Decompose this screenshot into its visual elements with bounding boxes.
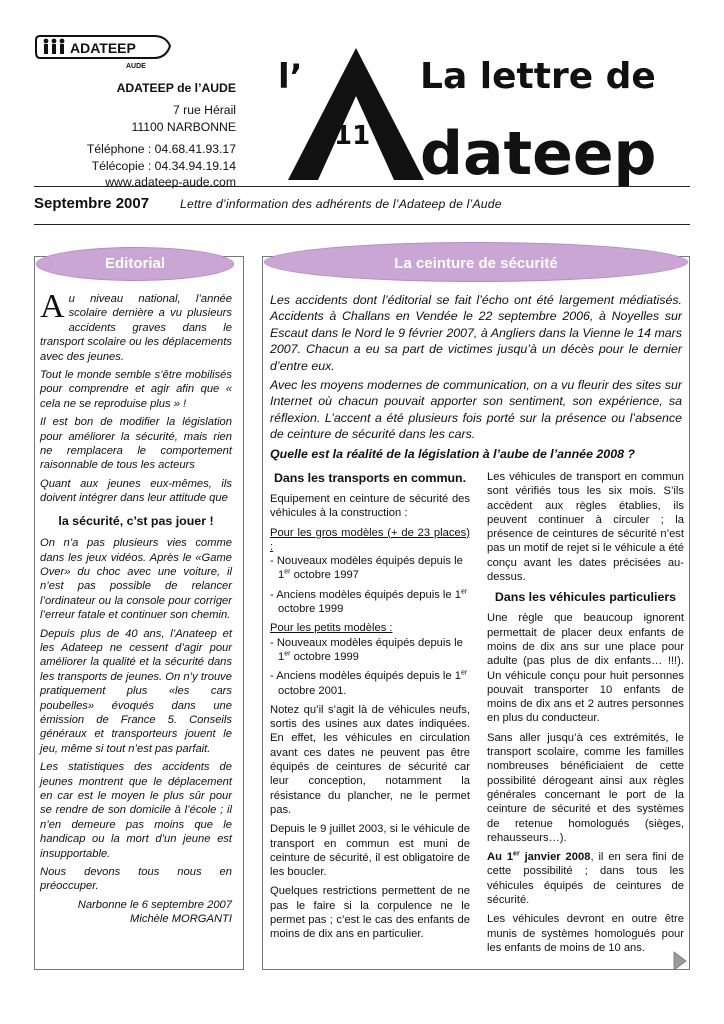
adateep-logo — [34, 30, 174, 72]
right-heading: Dans les véhicules particuliers — [494, 590, 677, 605]
article-column-right — [487, 470, 684, 960]
editorial-text — [40, 288, 232, 927]
phone: Téléphone : 04.68.41.93.17 — [86, 142, 236, 157]
editorial-p4: Quant aux jeunes eux-mêmes, ils doivent intégrer dans leur attitude que — [40, 477, 232, 505]
triangle-right-icon[interactable] — [672, 950, 688, 972]
right-p5: Les véhicules devront en outre être munis de systèmes homologués pour les enfants de moins de 10 ans. — [487, 913, 684, 954]
masthead-top: La lettre de — [420, 56, 656, 97]
list-item: - Anciens modèles équipés depuis le 1er octobre 2001. — [270, 669, 468, 697]
editorial-p7: Les statistiques des accidents de jeunes montrent que le déplacement en car est le moyen le plus sûr pour se rendre de son domicile à l’école ; il n’en demeure pas moins que le handicap ou la mort d’un jeune est insupportable. — [40, 761, 232, 860]
right-p1: Les véhicules de transport en commun sont vérifiés tous les six mois. S’ils accèdent aux règles établies, ils peuvent continuer à circuler ; la présence de ceintures de sécurité n’est pas un motif de rejet si le véhicule a été conçu avant les dates précisées au-dessus. — [487, 471, 684, 584]
masthead — [268, 40, 678, 186]
editorial-p1: u niveau national, l’année scolaire dernière a vu plusieurs accidents graves dans le transport scolaire ou les déplacements avec des jeunes. — [40, 293, 232, 363]
editorial-dropcap: A — [40, 288, 65, 325]
right-p4: Au 1er janvier 2008, il en sera fini de cette possibilité ; dans tous les véhicules équipés de ceintures de sécurité. — [487, 850, 684, 907]
list-item: - Anciens modèles équipés depuis le 1er octobre 1999 — [270, 588, 468, 616]
address-block — [40, 80, 236, 190]
org-name: ADATEEP de l’AUDE — [116, 81, 236, 95]
fax: Télécopie : 04.34.94.19.14 — [91, 158, 236, 173]
small-models-label: Pour les petits modèles : — [270, 622, 393, 635]
editorial-p5: On n’a pas plusieurs vies comme dans les jeux vidéos. Après le «Game Over» du choc avec une voiture, il n’est pas possible de relancer l’ordinateur ou la console pour corriger l’erreur fatale et continuer son chemin. — [40, 537, 232, 622]
street: 7 rue Hérail — [173, 103, 236, 118]
big-models-label: Pour les gros modèles (+ de 23 places) : — [270, 526, 470, 553]
city: 11100 NARBONNE — [131, 119, 236, 134]
editorial-title: Editorial — [36, 247, 234, 281]
editorial-sign-place: Narbonne le 6 septembre 2007 — [77, 898, 232, 911]
intro-p2: Avec les moyens modernes de communication, on a vu fleurir des sites sur Internet où chacun pouvait apporter son sentiment, son expérience, sa réflexion. L’accent a été plusieurs fois porté sur la présence ou l’absence de ceinture de sécurité dans les cars. — [270, 378, 682, 442]
editorial-p8: Nous devons tous nous en préoccuper. — [40, 866, 232, 893]
article-column-left — [270, 470, 470, 947]
issue-date: Septembre 2007 — [34, 195, 150, 212]
header-rule — [34, 186, 690, 187]
list-item: - Nouveaux modèles équipés depuis le 1er octobre 1999 — [270, 636, 463, 663]
left-p4: Quelques restrictions permettent de ne pas le faire si la corpulence ne le permet pas ; c’est le cas des enfants de moins de dix ans en particulier. — [270, 885, 470, 941]
editorial-p3: Il est bon de modifier la législation pour améliorer la sécurité, mais rien ne remplacera le comportement raisonnable de tous les acteurs — [40, 416, 232, 472]
right-p2: Une règle que beaucoup ignorent permettait de placer deux enfants de moins de dix ans sur une place pour adulte (pas plus de dix enfants… !!!). Un véhicule conçu pour huit personnes pouvait transporter 10 enfants de moins de dix ans et 2 autres personnes en plus du conducteur. — [487, 612, 684, 725]
big-a-icon — [288, 48, 424, 180]
issue-number: 11 — [334, 121, 371, 151]
article-title: La ceinture de sécurité — [264, 242, 688, 282]
editorial-p2: Tout le monde semble s’être mobilisés pour comprendre et agir afin que « cela ne se reproduise plus » ! — [40, 369, 232, 410]
tagline-rule — [34, 224, 690, 225]
logo-subtext: AUDE — [126, 63, 146, 70]
masthead-bottom: dateep — [420, 119, 657, 186]
editorial-sign-name: Michèle MORGANTI — [130, 913, 232, 926]
left-p1: Equipement en ceinture de sécurité des véhicules à la construction : — [270, 493, 470, 520]
left-p2: Notez qu’il s’agit là de véhicules neufs, sortis des usines aux dates indiquées. En effet, les véhicules en circulation avant ces dates ne peuvent pas être équipés de ceintures de sécurité car leur conception, notamment la résistance du plancher, ne le permet pas. — [270, 703, 470, 816]
website-link[interactable]: www.adateep-aude.com — [105, 175, 236, 190]
masthead-article: l’ — [278, 57, 303, 97]
issue-tagline: Lettre d’information des adhérents de l’Adateep de l’Aude — [180, 197, 502, 211]
left-p3: Depuis le 9 juillet 2003, si le véhicule de transport en commun est muni de ceinture de sécurité, il est obligatoire de les boucler. — [270, 823, 470, 879]
list-item: - Nouveaux modèles équipés depuis le 1er octobre 1997 — [270, 555, 463, 582]
editorial-p6: Depuis plus de 40 ans, l’Anateep et les Adateep ne cessent d’agir pour améliorer la qualité et la sécurité dans les transports de jeunes. On n’y trouve pratiquement plus «les cars poubelles» évoqués dans une émission de France 5. Conseils généraux et transporteurs jouent le jeu, même si tout n’est pas parfait. — [40, 627, 232, 755]
intro-question: Quelle est la réalité de la législation à l’aube de l’année 2008 ? — [270, 446, 635, 461]
left-heading: Dans les transports en commun. — [273, 471, 467, 485]
right-p3: Sans aller jusqu’à ces extrémités, le transport scolaire, comme les familles nombreuses bénéficiaient de cette possibilité dérogeant ainsi aux règles générales concernant le port de la ceinture de sécurité et des systèmes de retenue homologués (sièges, rehausseurs…). — [487, 731, 684, 844]
editorial-subhead: la sécurité, c’st pas jouer ! — [58, 513, 214, 528]
intro-p1: Les accidents dont l’éditorial se fait l’écho ont été largement médiatisés. Accidents à Challans en Vendée le 22 septembre 2006, à Noyelles sur Escaut dans le Nord le 9 février 2007, à Angliers dans la Vienne le 14 mars 2007. Chacun a eu sa part de victimes jusqu’à un décès pour le dernier d’entre eux. — [270, 293, 682, 373]
logo-text: ADATEEP — [70, 40, 136, 56]
article-intro — [270, 292, 682, 465]
